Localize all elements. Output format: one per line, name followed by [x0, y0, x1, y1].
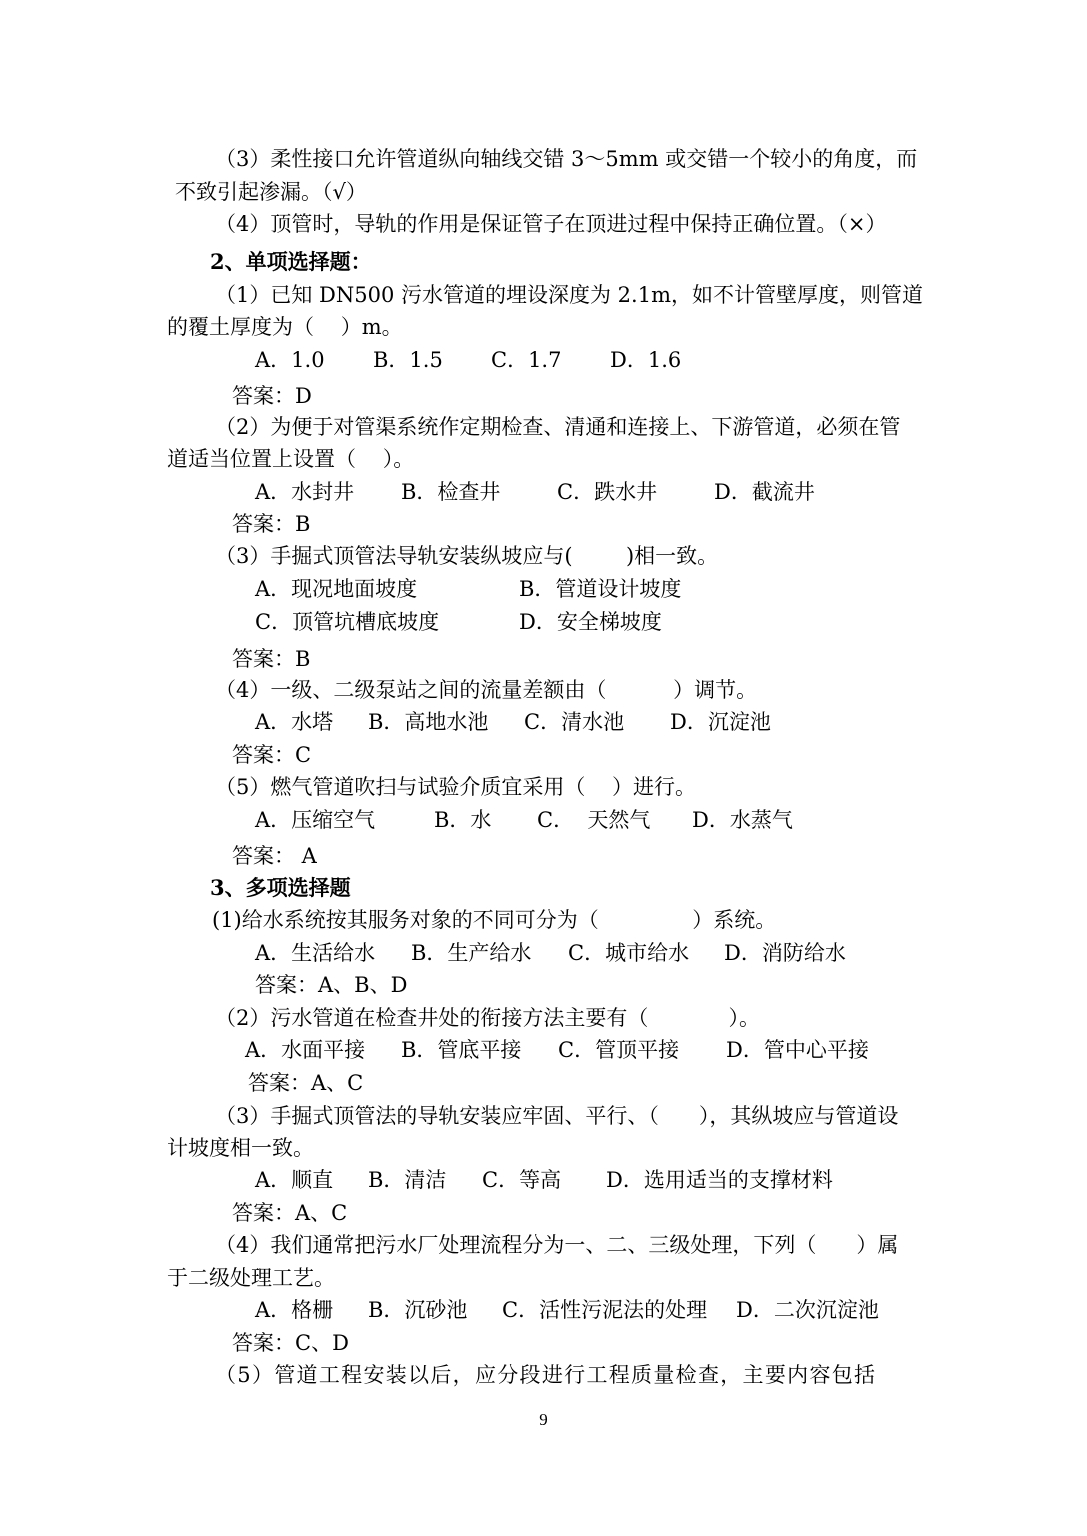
multi-q2-answer: 答案：A、C	[248, 1071, 364, 1095]
page-number: 9	[539, 1410, 548, 1429]
single-choice-heading: 2、单项选择题：	[210, 249, 372, 274]
multi-q4-line2: 于二级处理工艺。	[167, 1266, 335, 1290]
single-q3-option-b: B．管道设计坡度	[519, 577, 682, 601]
multi-q2-option-b: B．管底平接	[401, 1038, 522, 1062]
single-q4-option-b: B．高地水池	[368, 710, 489, 734]
single-q5: （5）燃气管道吹扫与试验介质宜采用（ ）进行。	[215, 775, 697, 799]
single-q1-line1: （1）已知 DN500 污水管道的埋设深度为 2.1m，如不计管壁厚度，则管道	[215, 283, 923, 307]
single-q1-option-a: A．1.0	[255, 348, 325, 372]
single-q3: （3）手掘式顶管法导轨安装纵坡应与( )相一致。	[215, 544, 719, 568]
single-q1-line2: 的覆土厚度为（ ）m。	[167, 315, 403, 339]
single-q4-option-a: A．水塔	[255, 710, 334, 734]
single-q5-answer: 答案： A	[232, 844, 317, 868]
single-q1-option-d: D．1.6	[610, 348, 682, 372]
single-q5-option-a: A．压缩空气	[255, 808, 376, 832]
single-q2-line2: 道适当位置上设置（ ）。	[167, 447, 415, 471]
single-q3-option-d: D．安全梯坡度	[519, 610, 662, 634]
single-q3-answer: 答案：B	[232, 647, 311, 671]
multi-q1-option-a: A．生活给水	[255, 941, 376, 965]
multi-q4-option-c: C．活性污泥法的处理	[502, 1298, 708, 1322]
multi-q1-option-b: B．生产给水	[411, 941, 532, 965]
multi-q1-option-d: D．消防给水	[724, 941, 846, 965]
single-q4-answer: 答案：C	[232, 743, 312, 767]
single-q1-option-b: B．1.5	[373, 348, 443, 372]
multi-q3-option-c: C．等高	[482, 1168, 562, 1192]
multi-q3-option-b: B．清洁	[368, 1168, 447, 1192]
single-q5-option-c: C． 天然气	[537, 808, 651, 832]
multi-q1-answer: 答案：A、B、D	[255, 973, 408, 997]
multi-q2-option-c: C．管顶平接	[558, 1038, 680, 1062]
multi-q3-answer: 答案：A、C	[232, 1201, 348, 1225]
single-q3-option-c: C．顶管坑槽底坡度	[255, 610, 440, 634]
multi-q4-option-a: A．格栅	[255, 1298, 334, 1322]
multi-q4-option-d: D．二次沉淀池	[736, 1298, 879, 1322]
multi-q3-line1: （3）手掘式顶管法的导轨安装应牢固、平行、（ ），其纵坡应与管道设	[215, 1104, 899, 1128]
multi-q2-option-d: D．管中心平接	[726, 1038, 869, 1062]
multi-q4-answer: 答案：C、D	[232, 1331, 349, 1355]
judge-q3-line2: 不致引起渗漏。（√）	[175, 180, 367, 204]
single-q2-option-a: A．水封井	[255, 480, 355, 504]
single-q4-option-c: C．清水池	[524, 710, 625, 734]
judge-q4: （4）顶管时，导轨的作用是保证管子在顶进过程中保持正确位置。（×）	[215, 212, 887, 236]
multi-q1: (1)给水系统按其服务对象的不同可分为（ ）系统。	[212, 908, 777, 932]
single-q2-option-d: D．截流井	[714, 480, 815, 504]
multi-q3-option-a: A．顺直	[255, 1168, 334, 1192]
multi-q5-line1: （5）管道工程安装以后，应分段进行工程质量检查，主要内容包括	[215, 1363, 877, 1387]
single-q3-option-a: A．现况地面坡度	[255, 577, 418, 601]
single-q2-line1: （2）为便于对管渠系统作定期检查、清通和连接上、下游管道，必须在管	[215, 415, 901, 439]
multi-q2-option-a: A．水面平接	[245, 1038, 366, 1062]
multi-q4-line1: （4）我们通常把污水厂处理流程分为一、二、三级处理，下列（ ）属	[215, 1233, 899, 1257]
multi-q3-line2: 计坡度相一致。	[167, 1136, 314, 1160]
judge-q3-line1: （3）柔性接口允许管道纵向轴线交错 3～5mm 或交错一个较小的角度，而	[215, 147, 918, 171]
single-q2-option-b: B．检查井	[401, 480, 501, 504]
single-q2-option-c: C．跌水井	[557, 480, 658, 504]
multi-q3-option-d: D．选用适当的支撑材料	[606, 1168, 833, 1192]
single-q1-answer: 答案：D	[232, 384, 312, 408]
single-q5-option-b: B．水	[434, 808, 492, 832]
multi-q4-option-b: B．沉砂池	[368, 1298, 468, 1322]
single-q1-option-c: C．1.7	[491, 348, 562, 372]
single-q2-answer: 答案：B	[232, 512, 311, 536]
multi-choice-heading: 3、多项选择题	[210, 875, 351, 900]
single-q4-option-d: D．沉淀池	[670, 710, 771, 734]
multi-q1-option-c: C．城市给水	[568, 941, 690, 965]
multi-q2: （2）污水管道在检查井处的衔接方法主要有（ ）。	[215, 1006, 760, 1030]
single-q5-option-d: D．水蒸气	[692, 808, 793, 832]
single-q4: （4）一级、二级泵站之间的流量差额由（ ）调节。	[215, 678, 758, 702]
